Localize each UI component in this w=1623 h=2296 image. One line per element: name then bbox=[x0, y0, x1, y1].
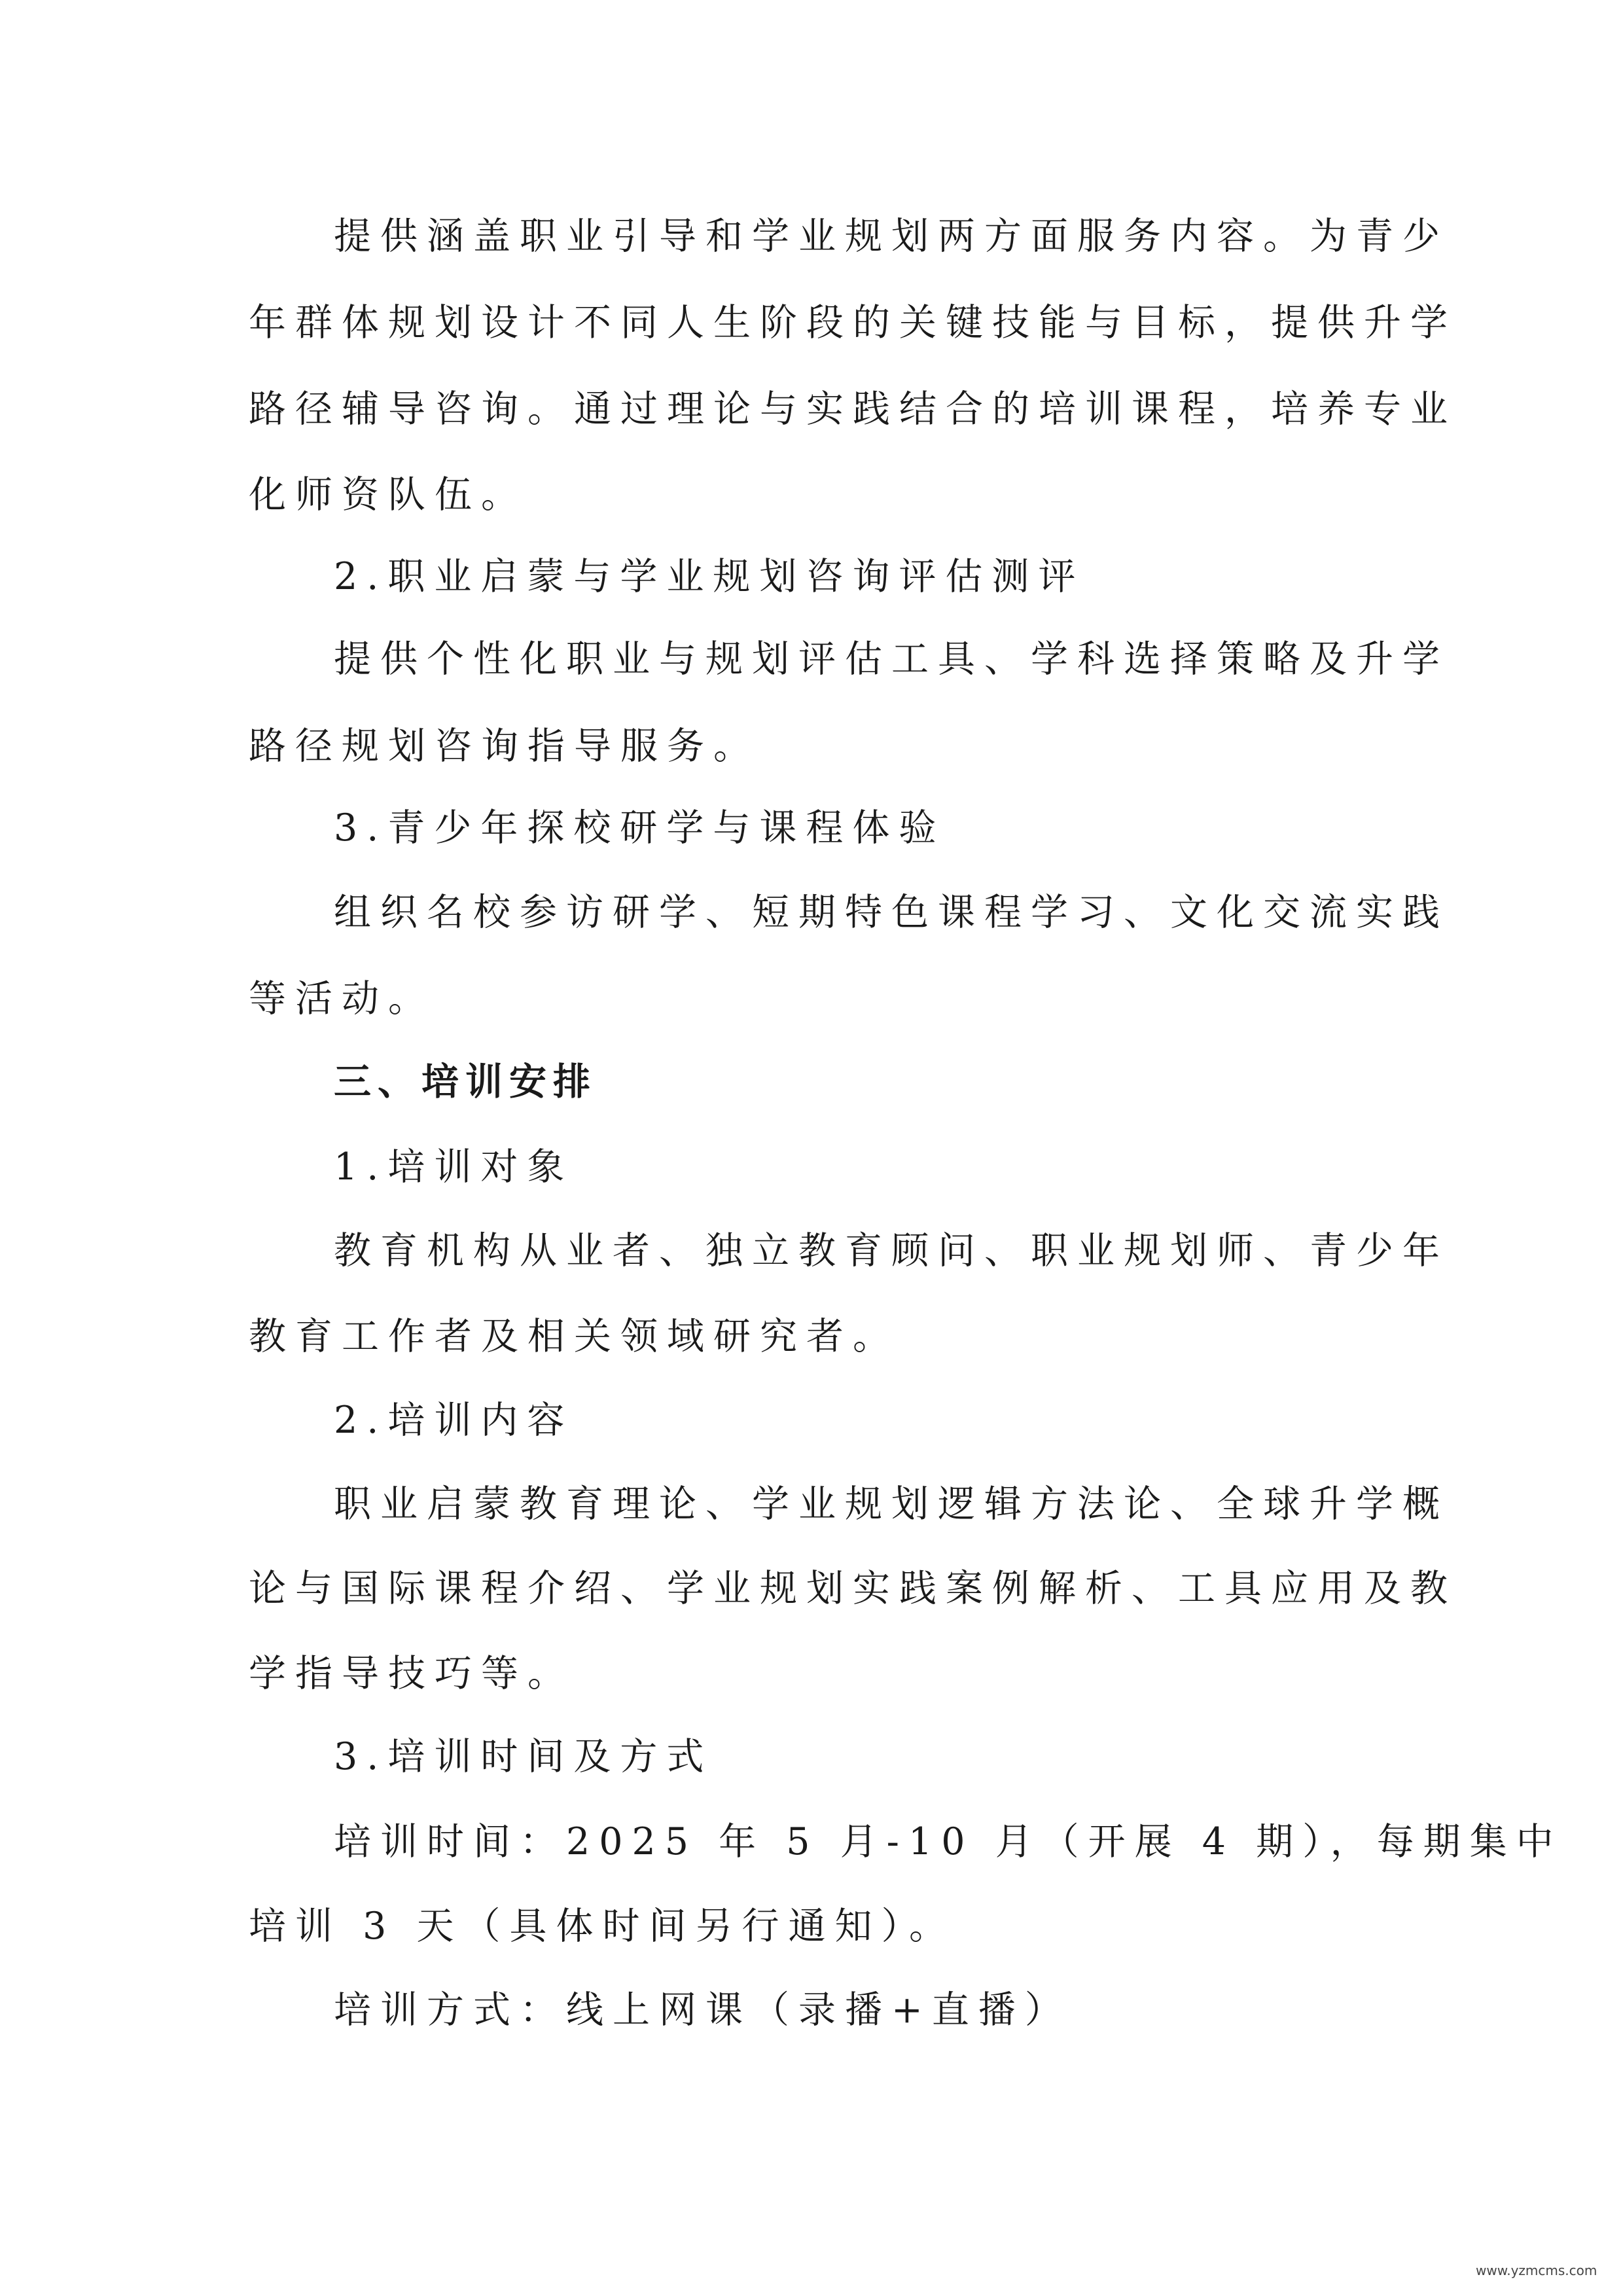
subheading-1: 1.培训对象 bbox=[334, 1145, 574, 1189]
subheading-3: 3.培训时间及方式 bbox=[334, 1735, 713, 1778]
subheading-2: 2.培训内容 bbox=[334, 1399, 574, 1442]
paragraph-line: 提供个性化职业与规划评估工具、学科选择策略及升学 bbox=[334, 637, 1449, 681]
paragraph-line: 等活动。 bbox=[249, 977, 435, 1020]
section-heading: 三、培训安排 bbox=[334, 1060, 597, 1103]
paragraph-line: 路径辅导咨询。通过理论与实践结合的培训课程，培养专业 bbox=[249, 387, 1457, 431]
paragraph-line: 提供涵盖职业引导和学业规划两方面服务内容。为青少 bbox=[334, 215, 1449, 258]
paragraph-line: 培训时间：2025 年 5 月-10 月（开展 4 期），每期集中 bbox=[334, 1820, 1563, 1863]
paragraph-line: 年群体规划设计不同人生阶段的关键技能与目标，提供升学 bbox=[249, 301, 1457, 344]
paragraph-line: 化师资队伍。 bbox=[249, 473, 527, 516]
paragraph-line: 论与国际课程介绍、学业规划实践案例解析、工具应用及教 bbox=[249, 1567, 1457, 1610]
paragraph-line: 培训方式：线上网课（录播+直播） bbox=[334, 1988, 1071, 2032]
watermark: www.yzmcms.com bbox=[1476, 2263, 1597, 2278]
paragraph-line: 教育机构从业者、独立教育顾问、职业规划师、青少年 bbox=[334, 1229, 1449, 1272]
paragraph-line: 培训 3 天（具体时间另行通知）。 bbox=[249, 1905, 956, 1948]
subheading-2: 2.职业启蒙与学业规划咨询评估测评 bbox=[334, 555, 1085, 598]
paragraph-line: 职业启蒙教育理论、学业规划逻辑方法论、全球升学概 bbox=[334, 1482, 1449, 1526]
subheading-3: 3.青少年探校研学与课程体验 bbox=[334, 806, 946, 850]
paragraph-line: 学指导技巧等。 bbox=[249, 1652, 574, 1695]
paragraph-line: 教育工作者及相关领域研究者。 bbox=[249, 1315, 899, 1358]
paragraph-line: 组织名校参访研学、短期特色课程学习、文化交流实践 bbox=[334, 891, 1449, 934]
paragraph-line: 路径规划咨询指导服务。 bbox=[249, 725, 760, 768]
